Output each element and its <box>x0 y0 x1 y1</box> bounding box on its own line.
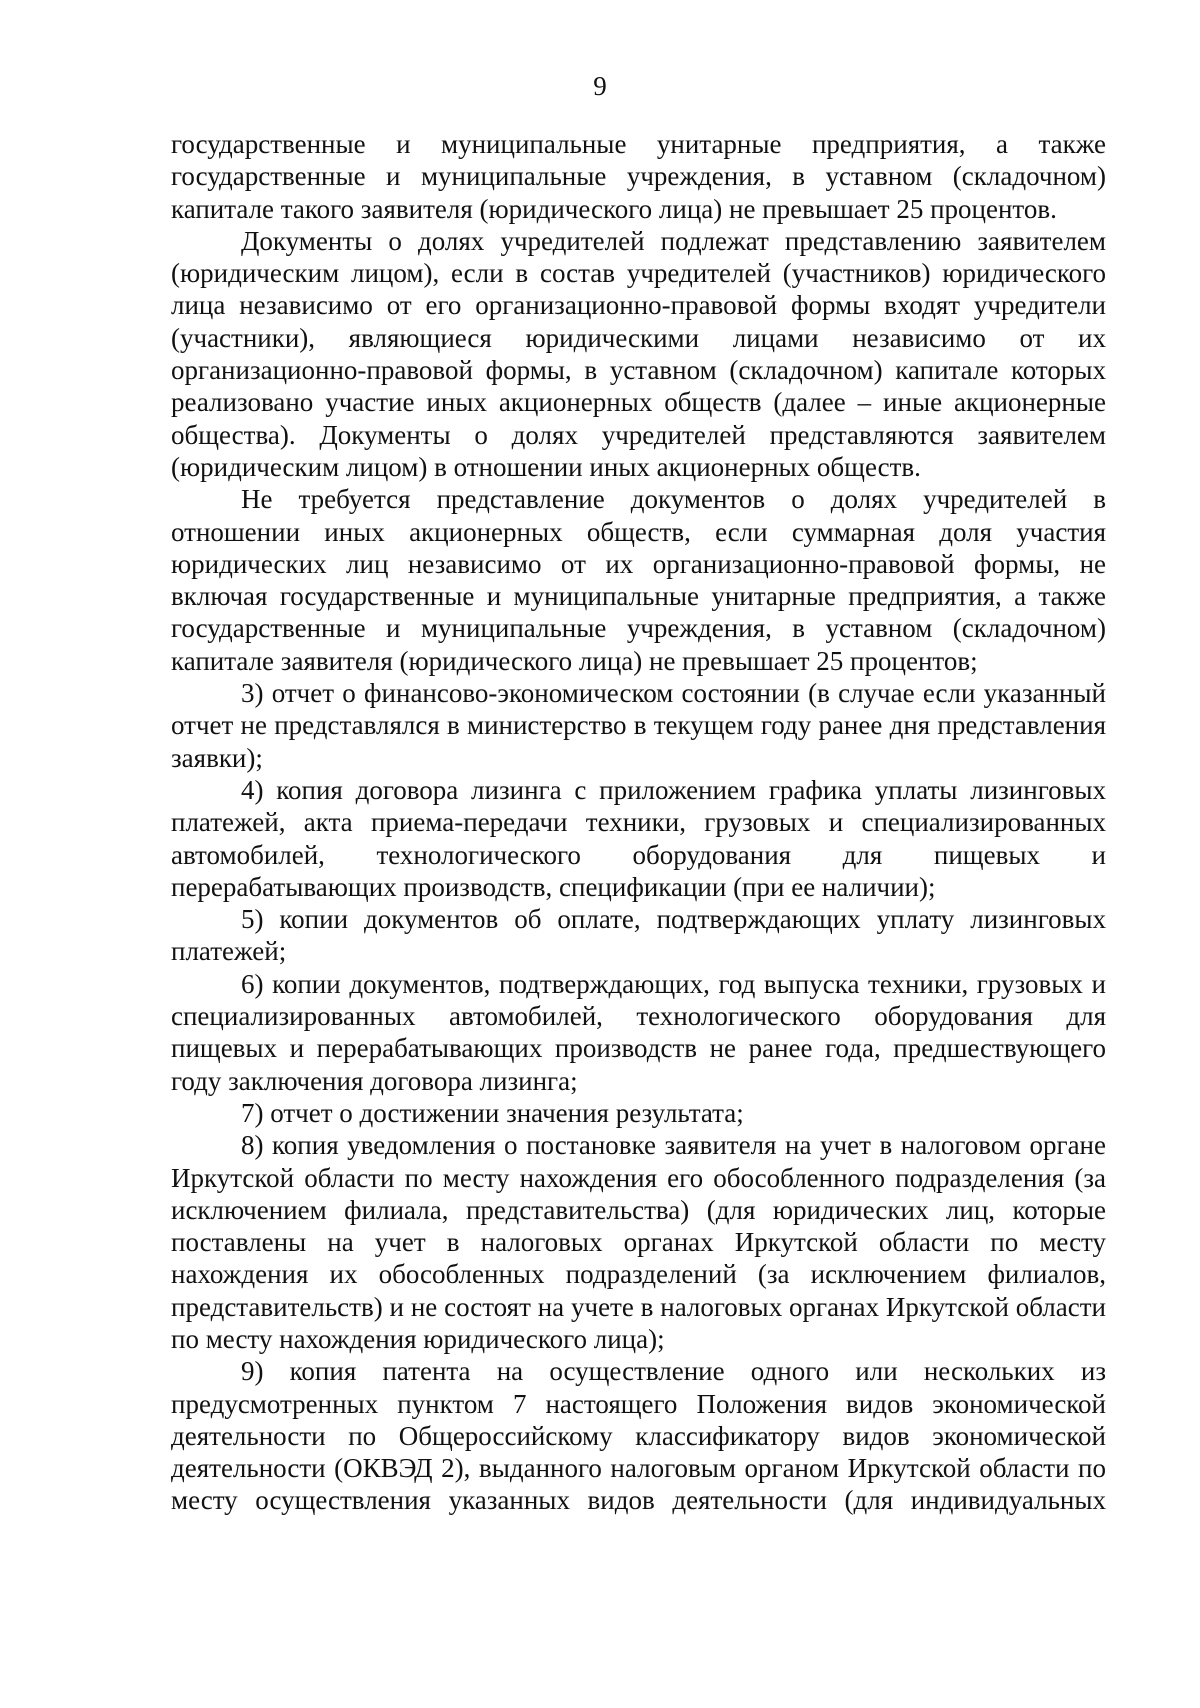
list-item-8: 8) копия уведомления о постановке заявителя на учет в налоговом органе Иркутской области по месту нахождения его обособленного подразделения (за исключением филиала, представительства) (для юридических лиц, которые поставлены на учет в налоговых органах Иркутской области по месту нахождения их обособленных подразделений (за исключением филиалов, представительств) и не состоят на учете в налоговых органах Иркутской области по месту нахождения юридического лица); <box>171 1130 1106 1354</box>
list-item-4: 4) копия договора лизинга с приложением графика уплаты лизинговых платежей, акта приема-передачи техники, грузовых и специализированных автомобилей, технологического оборудования для пищевых и перерабатывающих производств, спецификации (при ее наличии); <box>171 774 1106 902</box>
list-item-3: 3) отчет о финансово-экономическом состоянии (в случае если указанный отчет не представлялся в министерство в текущем году ранее дня представления заявки); <box>171 678 1106 773</box>
list-item-7: 7) отчет о достижении значения результата; <box>241 1097 744 1128</box>
page-number: 9 <box>593 71 607 101</box>
list-item-5: 5) копии документов об оплате, подтверждающих уплату лизинговых платежей; <box>171 904 1106 967</box>
paragraph-founders-documents: Документы о долях учредителей подлежат представлению заявителем (юридическим лицом), если в состав учредителей (участников) юридического лица независимо от его организационно-правовой формы входят учредители (участники), являющиеся юридическими лицами независимо от их организационно-правовой формы, в уставном (складочном) капитале которых реализовано участие иных акционерных обществ (далее – иные акционерные общества). Документы о долях учредителей представляются заявителем (юридическим лицом) в отношении иных акционерных обществ. <box>171 225 1106 482</box>
list-item-9: 9) копия патента на осуществление одного или нескольких из предусмотренных пунктом 7 настоящего Положения видов экономической деятельности по Общероссийскому классификатору видов экономической деятельности (ОКВЭД 2), выданного налоговым органом Иркутской области по месту осуществления указанных видов деятельности (для индивидуальных <box>171 1356 1106 1516</box>
document-body <box>171 128 1106 1517</box>
paragraph-not-required: Не требуется представление документов о долях учредителей в отношении иных акционерных обществ, если суммарная доля участия юридических лиц независимо от их организационно-правовой формы, не включая государственные и муниципальные унитарные предприятия, а также государственные и муниципальные учреждения, в уставном (складочном) капитале заявителя (юридического лица) не превышает 25 процентов; <box>171 484 1106 676</box>
paragraph-continuation: государственные и муниципальные унитарные предприятия, а также государственные и муниципальные учреждения, в уставном (складочном) капитале такого заявителя (юридического лица) не превышает 25 процентов. <box>171 129 1106 224</box>
list-item-6: 6) копии документов, подтверждающих, год выпуска техники, грузовых и специализированных автомобилей, технологического оборудования для пищевых и перерабатывающих производств не ранее года, предшествующего году заключения договора лизинга; <box>171 968 1106 1096</box>
